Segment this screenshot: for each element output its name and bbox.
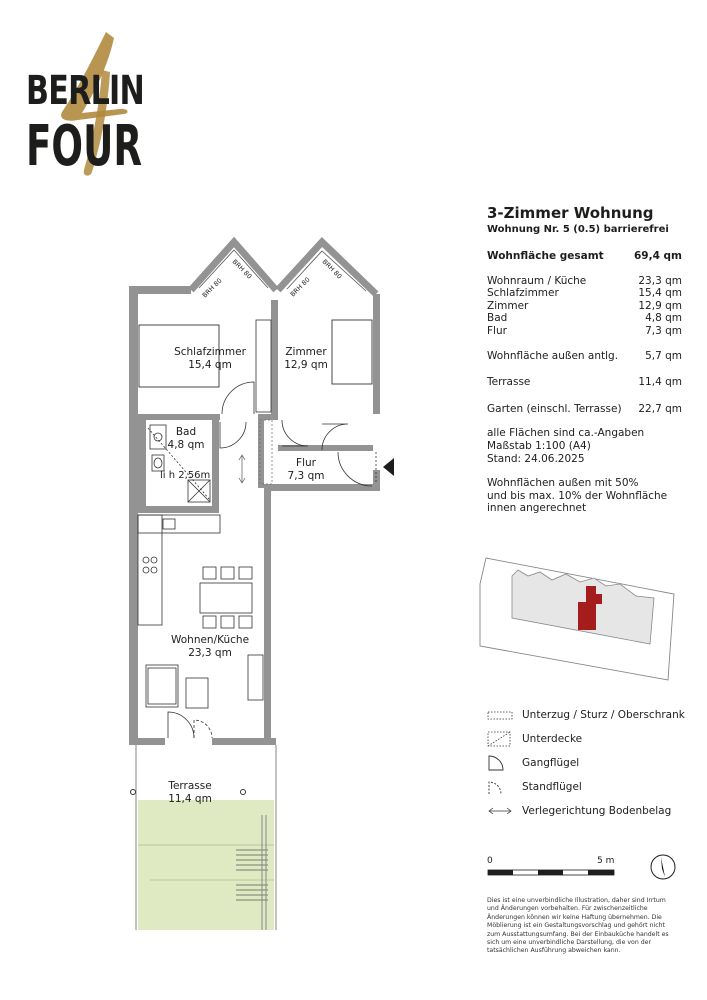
area-row (487, 287, 682, 300)
room-area: 15,4 qm (188, 359, 232, 371)
garden-area-value: 22,7 qm (638, 402, 682, 415)
dashed-diagonal-icon (487, 731, 515, 747)
room-label-terrasse (150, 780, 230, 806)
legend-label: Unterzug / Sturz / Oberschrank (522, 708, 685, 721)
terrace-area-value: 11,4 qm (638, 376, 682, 389)
legend-item (487, 706, 697, 723)
room-label-zimmer (276, 346, 336, 372)
dotted-rect-icon (487, 709, 515, 721)
room-name: Terrasse (168, 780, 212, 792)
terrace-area-row (487, 376, 682, 389)
outdoor-area-value: 5,7 qm (645, 349, 682, 362)
total-area-row (487, 250, 682, 263)
room-area: 4,8 qm (167, 439, 205, 451)
total-area-value: 69,4 qm (633, 250, 682, 262)
area-label: Flur (487, 324, 507, 337)
area-value: 12,9 qm (638, 299, 682, 312)
double-arrow-icon (487, 805, 515, 817)
logo-line1: BERLIN (26, 68, 144, 114)
area-row (487, 300, 682, 313)
area-value: 7,3 qm (645, 324, 682, 337)
entrance-arrow-icon (383, 458, 394, 476)
apartment-subtitle: Wohnung Nr. 5 (0.5) barrierefrei (487, 224, 669, 235)
legend-label: Gangflügel (522, 756, 580, 769)
area-row (487, 275, 682, 288)
area-value: 4,8 qm (645, 312, 682, 325)
room-label-schlafzimmer (160, 346, 260, 372)
room-name: Schlafzimmer (174, 346, 246, 358)
window-tag: BRH 80 (230, 257, 254, 281)
north-arrow-icon (649, 853, 677, 881)
legend-item (487, 754, 697, 771)
total-area-label: Wohnfläche gesamt (487, 250, 604, 262)
window-tag: BRH 80 (320, 257, 344, 281)
note-line: und bis max. 10% der Wohnfläche (487, 489, 668, 502)
room-area: 11,4 qm (168, 793, 212, 805)
room-name: Bad (175, 426, 197, 438)
logo-line2: FOUR (26, 114, 142, 179)
room-label-flur (278, 457, 334, 483)
note-line: alle Flächen sind ca.-Angaben (487, 427, 645, 440)
garden-area-row (487, 403, 682, 416)
dashed-door-swing-icon (487, 779, 515, 795)
window-tag: BRH 80 (200, 276, 224, 300)
area-list (487, 275, 682, 338)
outdoor-area-label: Wohnfläche außen antlg. (487, 349, 619, 362)
note-line: Stand: 24.06.2025 (487, 452, 585, 465)
room-ceiling-height: li h 2,56m (160, 470, 211, 481)
legend-label: Unterdecke (522, 732, 583, 745)
legend-item (487, 802, 697, 819)
area-label: Bad (487, 312, 508, 325)
area-label: Schlafzimmer (487, 287, 559, 300)
note-line: innen angerechnet (487, 502, 587, 515)
room-area: 23,3 qm (188, 647, 232, 659)
scale-bar (487, 856, 627, 880)
door-swing-icon (487, 755, 515, 771)
area-value: 23,3 qm (638, 274, 682, 287)
note-line: Maßstab 1:100 (A4) (487, 440, 591, 453)
window-tag: BRH 80 (288, 275, 312, 299)
notes-block (487, 427, 682, 465)
area-value: 15,4 qm (638, 287, 682, 300)
legend-item (487, 778, 697, 795)
scale-start: 0 (487, 856, 493, 866)
site-key-plan (478, 556, 678, 681)
room-name: Zimmer (285, 346, 327, 358)
room-label-bad (162, 426, 210, 452)
area-row (487, 325, 682, 338)
disclaimer-text: Dies ist eine unverbindliche Illustration, daher sind Irrtum und Änderungen vorbehalten. Für zwischenzeitliche Änderungen können wir keine Haftung übernehmen. Die Möblierung ist ein Gestaltungsvorschlag und gehört nicht zum Ausstattungsumfang. Bei der Einbauküche handelt es sich um eine unverbindliche Darstellung, die von der tatsächlichen Ausführung abweichen kann. (487, 897, 669, 955)
room-area: 12,9 qm (284, 359, 328, 371)
room-name: Flur (296, 457, 316, 469)
outdoor-note-block (487, 477, 682, 515)
area-row (487, 312, 682, 325)
apartment-title: 3-Zimmer Wohnung (487, 204, 654, 222)
terrace-area-label: Terrasse (487, 376, 531, 389)
scale-end: 5 m (597, 856, 615, 866)
room-name: Wohnen/Küche (170, 634, 250, 646)
area-label: Zimmer (487, 299, 529, 312)
room-label-wohnen (160, 634, 260, 660)
legend-label: Standflügel (522, 780, 582, 793)
legend (487, 706, 697, 819)
note-line: Wohnflächen außen mit 50% (487, 476, 639, 489)
area-label: Wohnraum / Küche (487, 274, 587, 287)
outdoor-area-row (487, 350, 682, 363)
apartment-info-panel (487, 203, 682, 515)
room-area: 7,3 qm (287, 470, 325, 482)
legend-item (487, 730, 697, 747)
legend-label: Verlegerichtung Bodenbelag (522, 804, 672, 817)
garden-area-label: Garten (einschl. Terrasse) (487, 402, 622, 415)
